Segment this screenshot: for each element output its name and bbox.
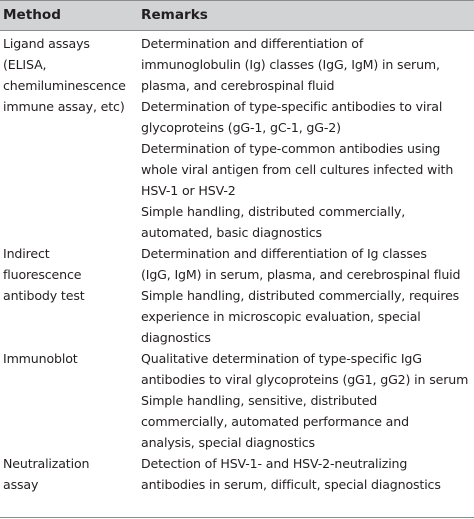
- method-column-header: Method: [3, 7, 61, 23]
- method-line: (ELISA,: [3, 57, 47, 72]
- remarks-line: Simple handling, distributed commercially, requires: [141, 288, 460, 303]
- table-header: [0, 0, 474, 31]
- remarks-line: Simple handling, distributed commercially,: [141, 204, 406, 219]
- remarks-line: HSV-1 or HSV-2: [141, 183, 236, 198]
- row-4-remarks: [141, 453, 471, 495]
- remarks-line: immunoglobulin (Ig) classes (IgG, IgM) in serum,: [141, 57, 440, 72]
- remarks-line: experience in microscopic evaluation, special: [141, 309, 421, 324]
- remarks-line: whole viral antigen from cell cultures infected with: [141, 162, 454, 177]
- remarks-line: (IgG, IgM) in serum, plasma, and cerebrospinal fluid: [141, 267, 461, 282]
- remarks-line: Detection of HSV-1- and HSV-2-neutralizing: [141, 456, 408, 471]
- remarks-line: automated, basic diagnostics: [141, 225, 322, 240]
- remarks-line: Simple handling, sensitive, distributed: [141, 393, 378, 408]
- row-3-method: [3, 348, 135, 369]
- method-line: Neutralization: [3, 456, 90, 471]
- method-line: antibody test: [3, 288, 85, 303]
- table-bottom-rule: [0, 517, 474, 518]
- method-line: Ligand assays: [3, 36, 90, 51]
- method-line: fluorescence: [3, 267, 82, 282]
- remarks-line: commercially, automated performance and: [141, 414, 409, 429]
- remarks-line: Determination of type-specific antibodies to viral: [141, 99, 443, 114]
- method-line: assay: [3, 477, 39, 492]
- row-3-remarks: [141, 348, 471, 453]
- remarks-line: analysis, special diagnostics: [141, 435, 315, 450]
- remarks-line: Qualitative determination of type-specific IgG: [141, 351, 422, 366]
- row-2-remarks: [141, 243, 471, 348]
- remarks-line: Determination and differentiation of: [141, 36, 364, 51]
- row-4-method: [3, 453, 135, 495]
- remarks-line: diagnostics: [141, 330, 211, 345]
- remarks-line: Determination and differentiation of Ig classes: [141, 246, 427, 261]
- row-1-remarks: [141, 33, 471, 243]
- row-2-method: [3, 243, 135, 306]
- method-line: Indirect: [3, 246, 50, 261]
- remarks-line: glycoproteins (gG-1, gC-1, gG-2): [141, 120, 341, 135]
- row-1-method: [3, 33, 135, 117]
- remarks-line: Determination of type-common antibodies using: [141, 141, 441, 156]
- remarks-line: plasma, and cerebrospinal fluid: [141, 78, 335, 93]
- method-line: Immunoblot: [3, 351, 78, 366]
- remarks-line: antibodies to viral glycoproteins (gG1, gG2) in serum: [141, 372, 469, 387]
- method-line: chemiluminescence: [3, 78, 126, 93]
- remarks-column-header: Remarks: [141, 7, 208, 23]
- remarks-line: antibodies in serum, difficult, special diagnostics: [141, 477, 441, 492]
- method-line: immune assay, etc): [3, 99, 125, 114]
